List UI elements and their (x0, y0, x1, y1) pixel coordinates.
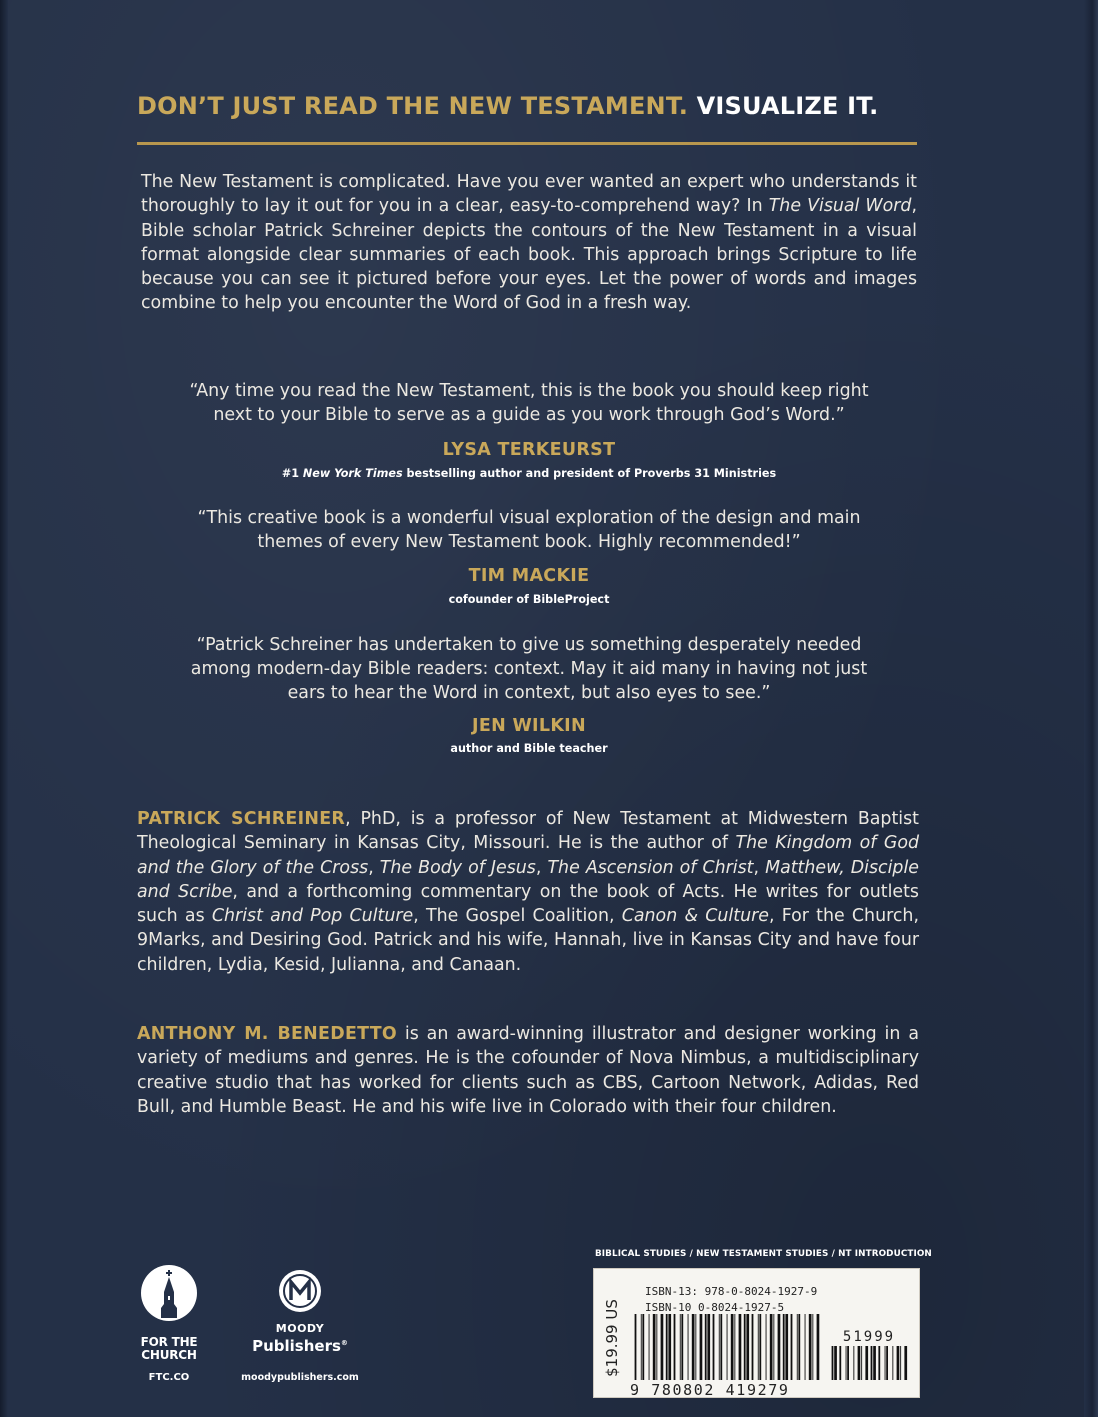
spine-edge-left (0, 0, 8, 1417)
barcode-bar (641, 1314, 642, 1380)
endorser-name-2: TIM MACKIE (468, 566, 590, 586)
price-label (601, 1293, 623, 1383)
barcode-bar (766, 1314, 767, 1380)
barcode-bar (680, 1314, 681, 1380)
price-text: $19.99 US (603, 1299, 621, 1377)
role-suffix: bestselling author and president of Proverbs 31 Ministries (402, 467, 777, 480)
ftc-name-line2: CHURCH (141, 1348, 197, 1362)
barcode-bar (713, 1314, 715, 1380)
barcode-bar (653, 1314, 656, 1380)
book-title: The Body of Jesus (379, 857, 536, 878)
barcode-bar (847, 1346, 849, 1380)
barcode-bar (656, 1314, 657, 1380)
barcode-bar (719, 1314, 720, 1380)
barcode-bar (885, 1346, 886, 1380)
barcode-bar (666, 1314, 668, 1380)
barcode-bar (812, 1314, 813, 1380)
barcode-bar (865, 1346, 868, 1380)
barcode-bar (797, 1314, 798, 1380)
intro-text-2: , Bible scholar Patrick Schreiner depicts the contours of the New Testament in a visual format alongside clear summaries of each book. This approach brings Scripture to life because you can see it pictured before your eyes. Let the power of words and images combine to help you encounter the Word of God in a fresh way. (141, 196, 917, 314)
endorser-role-1 (137, 467, 921, 480)
intro-text-1: The New Testament is complicated. Have you ever wanted an expert who understands it thoroughly to lay it out for you in a clear, easy-to-comprehend way? In (141, 172, 917, 217)
barcode-bar (783, 1314, 785, 1380)
quote-line: next to your Bible to serve as a guide as you work through God’s Word.” (213, 405, 845, 425)
barcode-bar (752, 1314, 754, 1380)
outlet-title: Christ and Pop Culture (211, 906, 414, 927)
quote-line: ears to hear the Word in context, but also eyes to see.” (287, 683, 771, 703)
book-title: The Kingdom of God and the Glory of the Cross (137, 833, 919, 878)
barcode-bar (846, 1346, 847, 1380)
illustrator-name: ANTHONY M. BENEDETTO (137, 1024, 397, 1044)
barcode-bar (871, 1346, 873, 1380)
moody-publishers-logo (241, 1268, 359, 1383)
barcode-bar (681, 1314, 683, 1380)
price-addon-code: 51999 (842, 1329, 896, 1345)
bio-text: is an award-winning illustrator and designer working in a variety of mediums and genres. He is the cofounder of Nova Nimbus, a multidisciplinary creative studio that has worked for clients such as CBS, Cartoon Network, Adidas, Red Bull, and Humble Beast. He and his wife live in Colorado with their four children. (137, 1024, 919, 1117)
barcode-bar (642, 1314, 644, 1380)
endorser-name-1: LYSA TERKEURST (442, 440, 616, 460)
ftc-name-line1: FOR THE (140, 1335, 198, 1349)
category-line: BIBLICAL STUDIES / NEW TESTAMENT STUDIES / NT INTRODUCTION (595, 1249, 932, 1259)
barcode-bar (692, 1314, 695, 1380)
outlet-title: Canon & Culture (621, 906, 769, 927)
headline (137, 92, 937, 120)
author-bio-schreiner (137, 807, 919, 977)
quote-line: among modern-day Bible readers: context. May it aid many in having not just (190, 659, 868, 679)
moody-name: MOODY (275, 1322, 325, 1335)
barcode-bar (873, 1346, 876, 1380)
endorser-role-2: cofounder of BibleProject (448, 593, 610, 606)
barcode-bar (878, 1346, 880, 1380)
barcode-bar (746, 1314, 749, 1380)
role-prefix: #1 (281, 467, 303, 480)
barcode-bar (758, 1314, 759, 1380)
moody-url: moodypublishers.com (241, 1372, 359, 1383)
barcode-bar (744, 1314, 746, 1380)
headline-rule (137, 142, 917, 145)
endorsement-quote-2 (137, 506, 921, 554)
bio-text: , For the Church, 9Marks, and Desiring God. Patrick and his wife, Hannah, live in Kansas City and have four children, Lydia, Kesid, Julianna, and Canaan. (137, 906, 919, 975)
moody-m-icon (277, 1268, 323, 1314)
barcode-bar (635, 1314, 637, 1380)
author-name: PATRICK SCHREINER (137, 809, 346, 829)
barcode-bar (731, 1314, 734, 1380)
endorser-name-3: JEN WILKIN (472, 716, 586, 736)
barcode-bar (661, 1314, 664, 1380)
barcode-bar (904, 1346, 907, 1380)
barcode-bar (798, 1314, 800, 1380)
quote-line: “Any time you read the New Testament, this is the book you should keep right (189, 381, 869, 401)
barcode-bar (900, 1346, 901, 1380)
church-steeple-icon (134, 1262, 204, 1324)
barcode-bar (817, 1314, 820, 1380)
barcode-bar (695, 1314, 696, 1380)
barcode-bar (773, 1314, 774, 1380)
barcode-bar (839, 1346, 841, 1380)
role-italic: New York Times (302, 467, 403, 480)
registered-mark: ® (340, 1339, 348, 1347)
bio-text: , (535, 857, 548, 878)
quote-line: “Patrick Schreiner has undertaken to give us something desperately needed (196, 635, 862, 655)
barcode-bar (785, 1314, 788, 1380)
bio-text: , The Gospel Coalition, (413, 906, 622, 927)
barcode-bar (734, 1314, 735, 1380)
quote-line: “This creative book is a wonderful visual exploration of the design and main (197, 508, 861, 528)
barcode-bar (727, 1314, 728, 1380)
barcode-bar (720, 1314, 722, 1380)
endorsement-quote-3 (137, 633, 921, 705)
book-title: Matthew, Disciple and Scribe (137, 857, 920, 902)
barcode-bar (700, 1314, 703, 1380)
book-title: The Ascension of Christ (547, 857, 754, 878)
barcode-bar (674, 1314, 676, 1380)
ean-number: 9 780802 419279 (630, 1381, 790, 1399)
cover-edge-right (1084, 0, 1098, 1417)
ftc-url: FTC.CO (148, 1372, 190, 1383)
publishers-word: Publishers (252, 1337, 341, 1355)
barcode-bar (759, 1314, 761, 1380)
addon-barcode (829, 1346, 909, 1380)
moody-publishers-label (245, 1335, 355, 1354)
barcode-bar (897, 1346, 900, 1380)
barcode-bar (770, 1314, 773, 1380)
barcode-bar (892, 1346, 893, 1380)
intro-paragraph (141, 170, 917, 316)
barcode-bar (688, 1314, 689, 1380)
headline-white: VISUALIZE IT. (696, 92, 879, 120)
barcode-bar (705, 1314, 707, 1380)
barcode-bar (809, 1314, 812, 1380)
barcode-bar (707, 1314, 710, 1380)
barcode-bar (649, 1314, 650, 1380)
barcode-bar (861, 1346, 862, 1380)
ean-barcode (632, 1314, 822, 1380)
bio-text: , PhD, is a professor of New Testament at Midwestern Baptist Theological Seminary in Kansas City, Missouri. He is the author of (137, 809, 919, 854)
isbn-13: ISBN-13: 978-0-8024-1927-9 (645, 1285, 818, 1298)
barcode-bar (858, 1346, 861, 1380)
barcode-bar (805, 1314, 806, 1380)
barcode-bar (739, 1314, 742, 1380)
bio-text: , (753, 857, 766, 878)
barcode-bar (834, 1346, 837, 1380)
endorsement-quote-1 (137, 379, 921, 427)
bio-text: , and a forthcoming commentary on the book of Acts. He writes for outlets such as (137, 881, 919, 927)
isbn-10: ISBN-10 0-8024-1927-5 (645, 1301, 785, 1314)
intro-book-title: The Visual Word (768, 196, 912, 217)
barcode-bar (853, 1346, 854, 1380)
headline-gold: DON’T JUST READ THE NEW TESTAMENT. (137, 92, 689, 120)
author-bio-benedetto (137, 1022, 919, 1119)
barcode-bar (886, 1346, 888, 1380)
barcode-bar (778, 1314, 781, 1380)
barcode-bar (832, 1346, 834, 1380)
bio-text: , (368, 857, 380, 878)
endorser-role-3: author and Bible teacher (450, 742, 608, 755)
for-the-church-logo (134, 1262, 204, 1383)
barcode-bar (668, 1314, 671, 1380)
barcode-bar (791, 1314, 793, 1380)
quote-line: themes of every New Testament book. Highly recommended!” (257, 532, 801, 552)
